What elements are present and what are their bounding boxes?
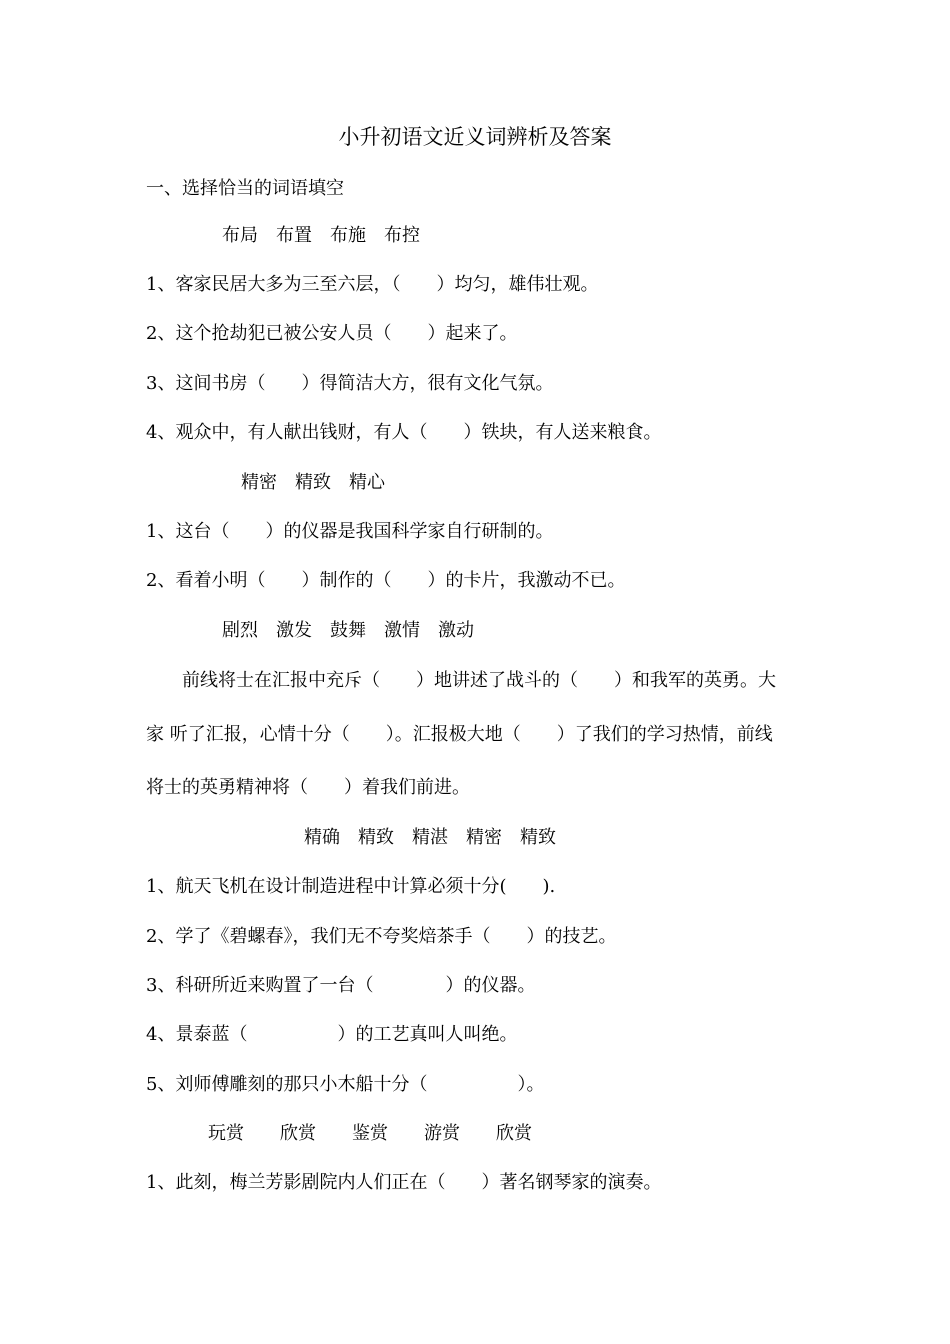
question-2-2: 2、看着小明（ ）制作的（ ）的卡片，我激动不已。 bbox=[146, 570, 626, 591]
question-4-3: 3、科研所近来购置了一台（ ）的仪器。 bbox=[146, 975, 536, 996]
question-2-1: 1、这台（ ）的仪器是我国科学家自行研制的。 bbox=[146, 521, 554, 542]
section-heading: 一、选择恰当的词语填空 bbox=[146, 178, 344, 199]
question-1-4: 4、观众中，有人献出钱财，有人（ ）铁块，有人送来粮食。 bbox=[146, 422, 662, 443]
question-4-4: 4、景泰蓝（ ）的工艺真叫人叫绝。 bbox=[146, 1024, 518, 1045]
question-4-2: 2、学了《碧螺春》，我们无不夸奖焙茶手（ ）的技艺。 bbox=[146, 926, 617, 947]
question-1-2: 2、这个抢劫犯已被公安人员（ ）起来了。 bbox=[146, 323, 518, 344]
paragraph-line-2: 家 听了汇报，心情十分（ ）。汇报极大地（ ）了我们的学习热情，前线 bbox=[146, 724, 773, 745]
question-4-1: 1、航天飞机在设计制造进程中计算必须十分( ). bbox=[146, 876, 556, 897]
question-5-1: 1、此刻，梅兰芳影剧院内人们正在（ ）著名钢琴家的演奏。 bbox=[146, 1172, 662, 1193]
page-title: 小升初语文近义词辨析及答案 bbox=[338, 125, 612, 149]
word-choices-2: 精密 精致 精心 bbox=[241, 472, 385, 493]
paragraph-line-1: 前线将士在汇报中充斥（ ）地讲述了战斗的（ ）和我军的英勇。大 bbox=[146, 670, 776, 691]
paragraph-line-3: 将士的英勇精神将（ ）着我们前进。 bbox=[146, 777, 470, 798]
question-4-5: 5、刘师傅雕刻的那只小木船十分（ ）。 bbox=[146, 1074, 545, 1095]
question-1-1: 1、客家民居大多为三至六层，（ ）均匀，雄伟壮观。 bbox=[146, 274, 599, 295]
word-choices-3: 剧烈 激发 鼓舞 激情 激动 bbox=[222, 620, 474, 641]
word-choices-1: 布局 布置 布施 布控 bbox=[222, 225, 420, 246]
question-1-3: 3、这间书房（ ）得简洁大方，很有文化气氛。 bbox=[146, 373, 554, 394]
word-choices-4: 精确 精致 精湛 精密 精致 bbox=[304, 827, 556, 848]
word-choices-5: 玩赏 欣赏 鉴赏 游赏 欣赏 bbox=[208, 1123, 532, 1144]
